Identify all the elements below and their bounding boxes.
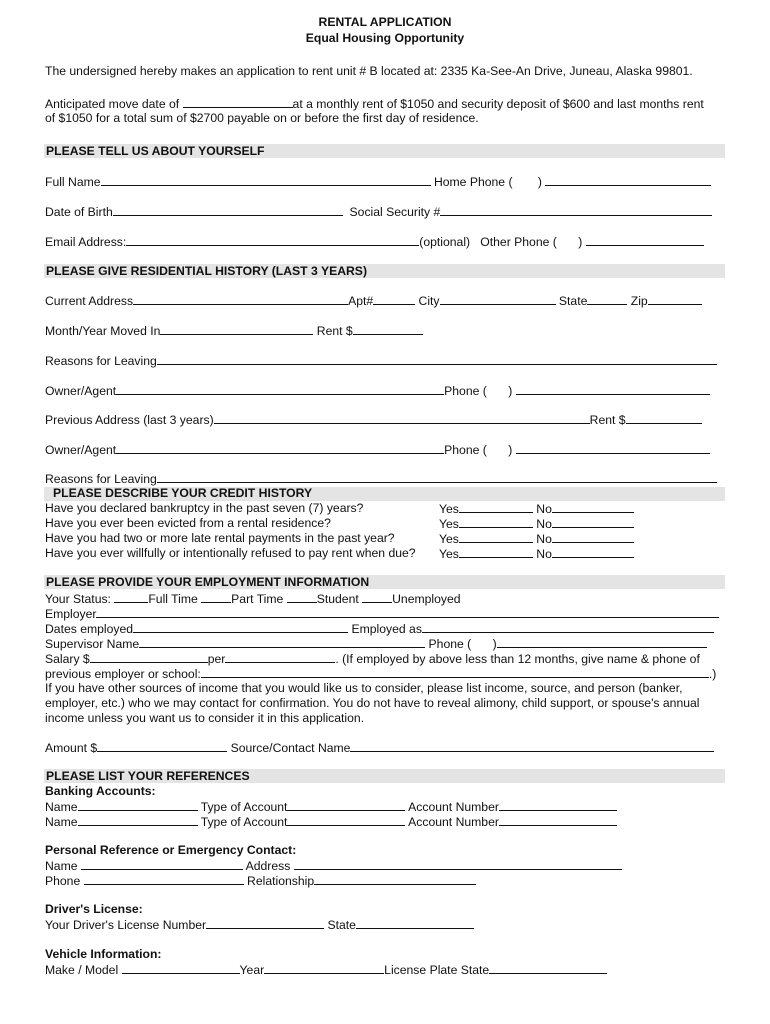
city-label: City — [418, 294, 440, 308]
source-label: Source/Contact Name — [230, 741, 351, 755]
credit-question-1: Have you declared bankruptcy in the past seven (7) years? — [45, 501, 364, 515]
no-label: No — [536, 532, 552, 546]
part-time-label: Part Time — [231, 592, 284, 606]
credit-answer-2 — [439, 516, 634, 532]
reasons-label: Reasons for Leaving — [45, 354, 157, 368]
employed-as-label: Employed as — [351, 622, 422, 636]
section-heading-employment: PLEASE PROVIDE YOUR EMPLOYMENT INFORMATION — [46, 575, 370, 589]
account-type-label: Type of Account — [200, 815, 288, 829]
other-income-line-2: employer, etc.) who we may contact for confirmation. You do not have to reveal alimony, child support, or spouse's annual — [45, 696, 700, 710]
owner2-row — [45, 442, 710, 458]
full-name-label: Full Name — [45, 175, 101, 189]
owner2-phone-paren: ) — [508, 443, 513, 457]
reasons2-field[interactable] — [157, 471, 717, 483]
license-row — [45, 917, 474, 933]
dates-field[interactable] — [133, 621, 348, 633]
owner2-phone-field[interactable] — [516, 442, 710, 454]
personal-phone-field[interactable] — [84, 873, 244, 885]
yes-label: Yes — [439, 547, 459, 561]
employer-label: Employer — [45, 607, 97, 621]
owner2-label: Owner/Agent — [45, 443, 117, 457]
apt-label: Apt# — [348, 294, 374, 308]
moved-in-row — [45, 323, 423, 339]
zip-label: Zip — [630, 294, 648, 308]
other-phone-label: Other Phone ( — [480, 235, 557, 249]
email-row — [45, 234, 704, 250]
owner2-phone-label: Phone ( — [444, 443, 487, 457]
move-rent-text: at a monthly rent of $1050 and security deposit of $600 and last months rent — [292, 97, 704, 111]
account-type-field[interactable] — [287, 814, 405, 826]
no-label: No — [536, 517, 552, 531]
city-field[interactable] — [440, 293, 556, 305]
no-field[interactable] — [552, 546, 634, 558]
intro-unit-line: The undersigned hereby makes an application to rent unit # B located at: 2335 Ka-See-An Drive, Juneau, Alaska 99801. — [45, 64, 693, 78]
dates-label: Dates employed — [45, 622, 134, 636]
employer-row — [45, 606, 719, 622]
rent-field[interactable] — [353, 323, 423, 335]
dob-field[interactable] — [113, 204, 343, 216]
move-date-field[interactable] — [183, 96, 293, 108]
unemployed-label: Unemployed — [392, 592, 461, 606]
per-field[interactable] — [225, 651, 335, 663]
other-phone-paren: ) — [578, 235, 583, 249]
previous-employer-label: previous employer or school: — [45, 667, 201, 681]
supervisor-field[interactable] — [139, 636, 425, 648]
email-field[interactable] — [126, 234, 419, 246]
license-state-field[interactable] — [356, 917, 474, 929]
rent2-label: Rent $ — [589, 413, 626, 427]
personal-phone-label: Phone — [45, 874, 81, 888]
amount-label: Amount $ — [45, 741, 98, 755]
license-state-label: State — [327, 918, 356, 932]
credit-answer-4 — [439, 546, 634, 562]
apt-field[interactable] — [373, 293, 415, 305]
previous-address-label: Previous Address (last 3 years) — [45, 413, 214, 427]
account-number-field[interactable] — [499, 814, 617, 826]
owner-field[interactable] — [116, 383, 444, 395]
owner2-field[interactable] — [116, 442, 444, 454]
owner-row — [45, 383, 710, 399]
section-heading-residential: PLEASE GIVE RESIDENTIAL HISTORY (LAST 3 YEARS) — [46, 264, 367, 278]
bank-name-label: Name — [45, 815, 78, 829]
employer-field[interactable] — [96, 606, 719, 618]
credit-answer-3 — [439, 531, 634, 547]
make-model-field[interactable] — [122, 962, 240, 974]
address-field[interactable] — [294, 858, 622, 870]
home-phone-field[interactable] — [545, 174, 711, 186]
relationship-field[interactable] — [314, 873, 476, 885]
rent-label: Rent $ — [316, 324, 353, 338]
email-optional: (optional) — [419, 235, 471, 249]
other-phone-field[interactable] — [586, 234, 704, 246]
relationship-label: Relationship — [247, 874, 315, 888]
ssn-label: Social Security # — [349, 205, 441, 219]
zip-field[interactable] — [648, 293, 702, 305]
personal-name-label: Name — [45, 859, 78, 873]
license-heading: Driver's License: — [45, 902, 143, 916]
previous-employer-end: .) — [708, 667, 717, 681]
previous-address-field[interactable] — [214, 412, 590, 424]
section-heading-references: PLEASE LIST YOUR REFERENCES — [46, 769, 250, 783]
reasons-row — [45, 353, 717, 369]
intro-total-line: of $1050 for a total sum of $2700 payable on or before the first day of residence. — [45, 111, 479, 125]
email-label: Email Address: — [45, 235, 127, 249]
yes-field[interactable] — [459, 531, 533, 543]
owner-label: Owner/Agent — [45, 384, 117, 398]
status-label: Your Status: — [45, 592, 111, 606]
yes-label: Yes — [439, 517, 459, 531]
account-number-label: Account Number — [408, 815, 499, 829]
section-heading-about: PLEASE TELL US ABOUT YOURSELF — [46, 144, 265, 158]
current-address-field[interactable] — [133, 293, 348, 305]
state-label: State — [558, 294, 588, 308]
personal-name-row — [45, 858, 622, 874]
section-heading-credit: PLEASE DESCRIBE YOUR CREDIT HISTORY — [53, 486, 313, 500]
bank-row-2 — [45, 814, 617, 830]
yes-field[interactable] — [459, 516, 533, 528]
supervisor-phone-paren: ) — [492, 637, 497, 651]
supervisor-label: Supervisor Name — [45, 637, 140, 651]
license-number-label: Your Driver's License Number — [45, 918, 207, 932]
banking-heading: Banking Accounts: — [45, 784, 156, 798]
other-income-line-1: If you have other sources of income that you would like us to consider, please list income, source, and person (banker, — [45, 681, 683, 695]
bank-row-1 — [45, 799, 617, 815]
credit-answer-1 — [439, 501, 634, 517]
owner-phone-field[interactable] — [516, 383, 710, 395]
yes-field[interactable] — [459, 501, 533, 513]
year-label: Year — [239, 963, 265, 977]
yes-field[interactable] — [459, 546, 533, 558]
plate-state-field[interactable] — [489, 962, 607, 974]
form-subtitle: Equal Housing Opportunity — [305, 31, 465, 45]
rent2-field[interactable] — [626, 412, 702, 424]
salary-row — [45, 651, 700, 667]
no-field[interactable] — [552, 501, 634, 513]
personal-heading: Personal Reference or Emergency Contact: — [45, 843, 297, 857]
account-number-field[interactable] — [499, 799, 617, 811]
supervisor-row — [45, 636, 707, 652]
address-label: Address — [245, 859, 291, 873]
credit-question-4: Have you ever willfully or intentionally refused to pay rent when due? — [45, 546, 416, 560]
full-time-field[interactable] — [114, 591, 148, 603]
intro-move-line — [45, 96, 704, 112]
student-field[interactable] — [287, 591, 317, 603]
current-address-label: Current Address — [45, 294, 134, 308]
full-time-label: Full Time — [148, 592, 198, 606]
no-field[interactable] — [552, 516, 634, 528]
reasons2-row — [45, 471, 717, 487]
employed-as-field[interactable] — [422, 621, 714, 633]
salary-field[interactable] — [90, 651, 208, 663]
no-label: No — [536, 547, 552, 561]
owner-phone-label: Phone ( — [444, 384, 487, 398]
form-title: RENTAL APPLICATION — [318, 15, 452, 29]
per-label: per — [207, 652, 226, 666]
credit-question-2: Have you ever been evicted from a rental residence? — [45, 516, 331, 530]
year-field[interactable] — [264, 962, 384, 974]
dob-row — [45, 204, 712, 220]
bank-name-field[interactable] — [78, 799, 198, 811]
salary-note: . (If employed by above less than 12 months, give name & phone of — [335, 652, 700, 666]
bank-name-label: Name — [45, 800, 78, 814]
part-time-field[interactable] — [201, 591, 231, 603]
personal-phone-row — [45, 873, 476, 889]
account-number-label: Account Number — [408, 800, 499, 814]
previous-employer-field[interactable] — [201, 666, 709, 678]
ssn-field[interactable] — [440, 204, 712, 216]
salary-label: Salary $ — [45, 652, 90, 666]
full-name-row — [45, 174, 711, 190]
amount-row — [45, 740, 714, 756]
moved-in-label: Month/Year Moved In — [45, 324, 161, 338]
unemployed-field[interactable] — [362, 591, 392, 603]
home-phone-paren: ) — [537, 175, 542, 189]
yes-label: Yes — [439, 502, 459, 516]
credit-question-3: Have you had two or more late rental payments in the past year? — [45, 531, 395, 545]
reasons2-label: Reasons for Leaving — [45, 472, 157, 486]
yes-label: Yes — [439, 532, 459, 546]
move-date-label: Anticipated move date of — [45, 97, 180, 111]
source-field[interactable] — [350, 740, 714, 752]
dates-row — [45, 621, 714, 637]
personal-name-field[interactable] — [81, 858, 243, 870]
no-label: No — [536, 502, 552, 516]
reasons-field[interactable] — [157, 353, 717, 365]
vehicle-heading: Vehicle Information: — [45, 947, 162, 961]
no-field[interactable] — [552, 531, 634, 543]
student-label: Student — [316, 592, 359, 606]
owner-phone-paren: ) — [508, 384, 513, 398]
bank-name-field[interactable] — [78, 814, 198, 826]
plate-state-label: License Plate State — [384, 963, 490, 977]
home-phone-label: Home Phone ( — [433, 175, 513, 189]
license-number-field[interactable] — [206, 917, 324, 929]
make-model-label: Make / Model — [45, 963, 119, 977]
supervisor-phone-label: Phone ( — [428, 637, 472, 651]
vehicle-row — [45, 962, 607, 978]
account-type-label: Type of Account — [200, 800, 288, 814]
account-type-field[interactable] — [287, 799, 405, 811]
previous-address-row — [45, 412, 702, 428]
amount-field[interactable] — [97, 740, 227, 752]
status-row — [45, 591, 461, 607]
previous-employer-row — [45, 666, 716, 682]
supervisor-phone-field[interactable] — [497, 636, 707, 648]
full-name-field[interactable] — [101, 174, 431, 186]
moved-in-field[interactable] — [160, 323, 313, 335]
state-field[interactable] — [587, 293, 627, 305]
dob-label: Date of Birth — [45, 205, 113, 219]
other-income-line-3: income unless you want us to consider it in this application. — [45, 711, 365, 725]
current-address-row — [45, 293, 702, 309]
